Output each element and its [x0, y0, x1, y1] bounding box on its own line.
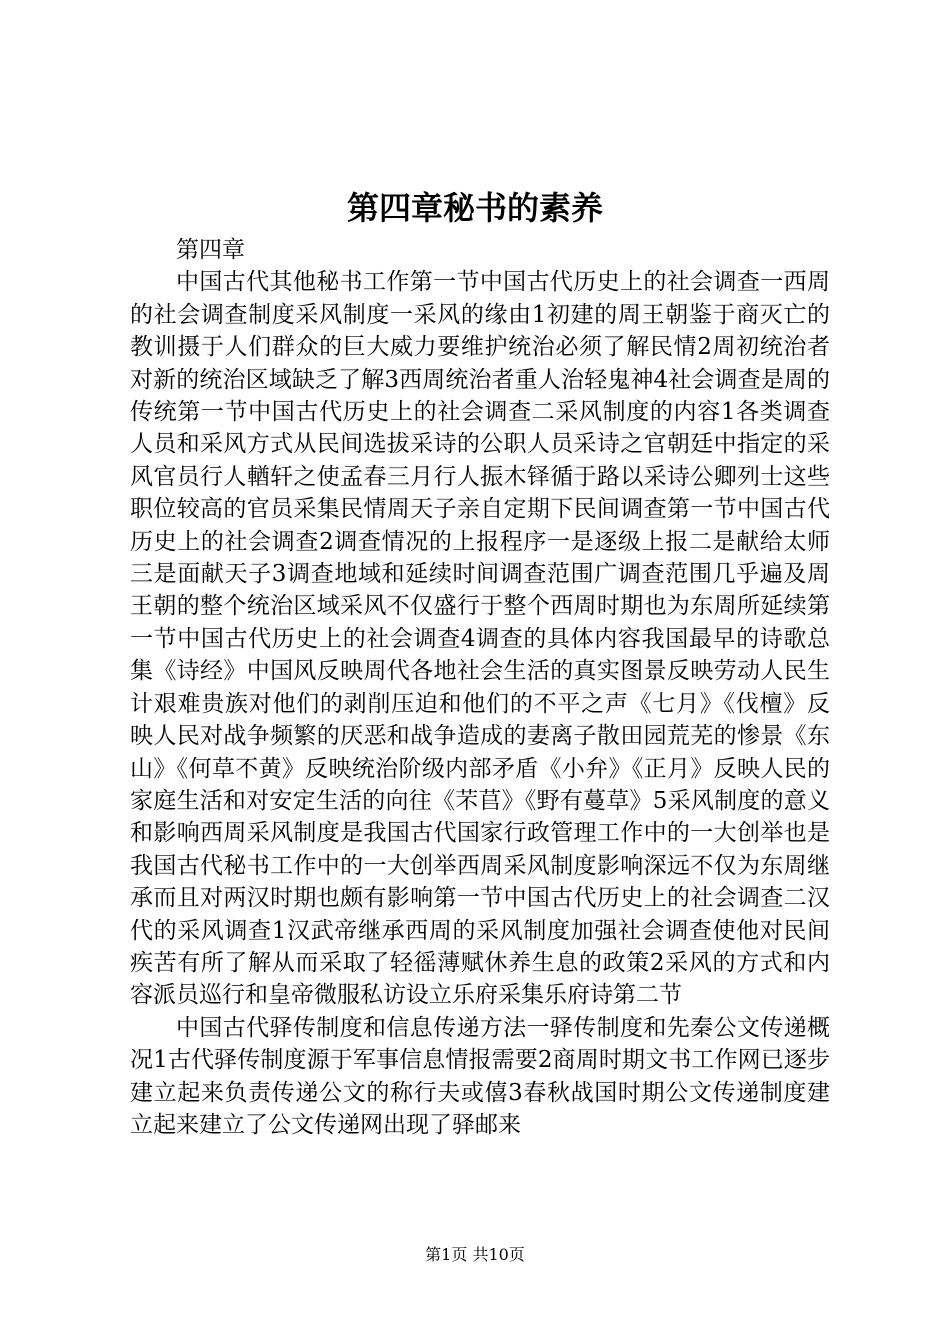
document-title: 第四章秘书的素养: [346, 189, 603, 227]
paragraph-chapter-heading: 第四章: [176, 237, 245, 263]
page-footer: 第1页 共10页: [425, 1245, 525, 1264]
paragraph-section-2: 中国古代驿传制度和信息传递方法一驿传制度和先秦公文传递概况1古代驿传制度源于军事信息情报需要2商周时期文书工作网已逐步建立起来负责传递公文的称行夫或僖3春秋战国时期公文传递制度建立起来建立了公文传递网出现了驿邮来: [130, 1014, 830, 1138]
document-body: [130, 234, 830, 1141]
paragraph-section-1: 中国古代其他秘书工作第一节中国古代历史上的社会调查一西周的社会调查制度采风制度一采风的缘由1初建的周王朝鉴于商灭亡的教训摄于人们群众的巨大威力要维护统治必须了解民情2周初统治者对新的统治区域缺乏了解3西周统治者重人治轻鬼神4社会调查是周的传统第一节中国古代历史上的社会调查二采风制度的内容1各类调查人员和采风方式从民间选拔采诗的公职人员采诗之官朝廷中指定的采风官员行人輶轩之使孟春三月行人振木铎循于路以采诗公卿列士这些职位较高的官员采集民情周天子亲自定期下民间调查第一节中国古代历史上的社会调查2调查情况的上报程序一是逐级上报二是献给太师三是面献天子3调查地域和延续时间调查范围广调查范围几乎遍及周王朝的整个统治区域采风不仅盛行于整个西周时期也为东周所延续第一节中国古代历史上的社会调查4调查的具体内容我国最早的诗歌总集《诗经》中国风反映周代各地社会生活的真实图景反映劳动人民生计艰难贵族对他们的剥削压迫和他们的不平之声《七月》《伐檀》反映人民对战争频繁的厌恶和战争造成的妻离子散田园荒芜的惨景《东山》《何草不黄》反映统治阶级内部矛盾《小弁》《正月》反映人民的家庭生活和对安定生活的向往《芣苢》《野有蔓草》5采风制度的意义和影响西周采风制度是我国古代国家行政管理工作中的一大创举也是我国古代秘书工作中的一大创举西周采风制度影响深远不仅为东周继承而且对两汉时期也颇有影响第一节中国古代历史上的社会调查二汉代的采风调查1汉武帝继承西周的采风制度加强社会调查使他对民间疾苦有所了解从而采取了轻徭薄赋休养生息的政策2采风的方式和内容派员巡行和皇帝微服私访设立乐府采集乐府诗第二节: [130, 269, 830, 1009]
